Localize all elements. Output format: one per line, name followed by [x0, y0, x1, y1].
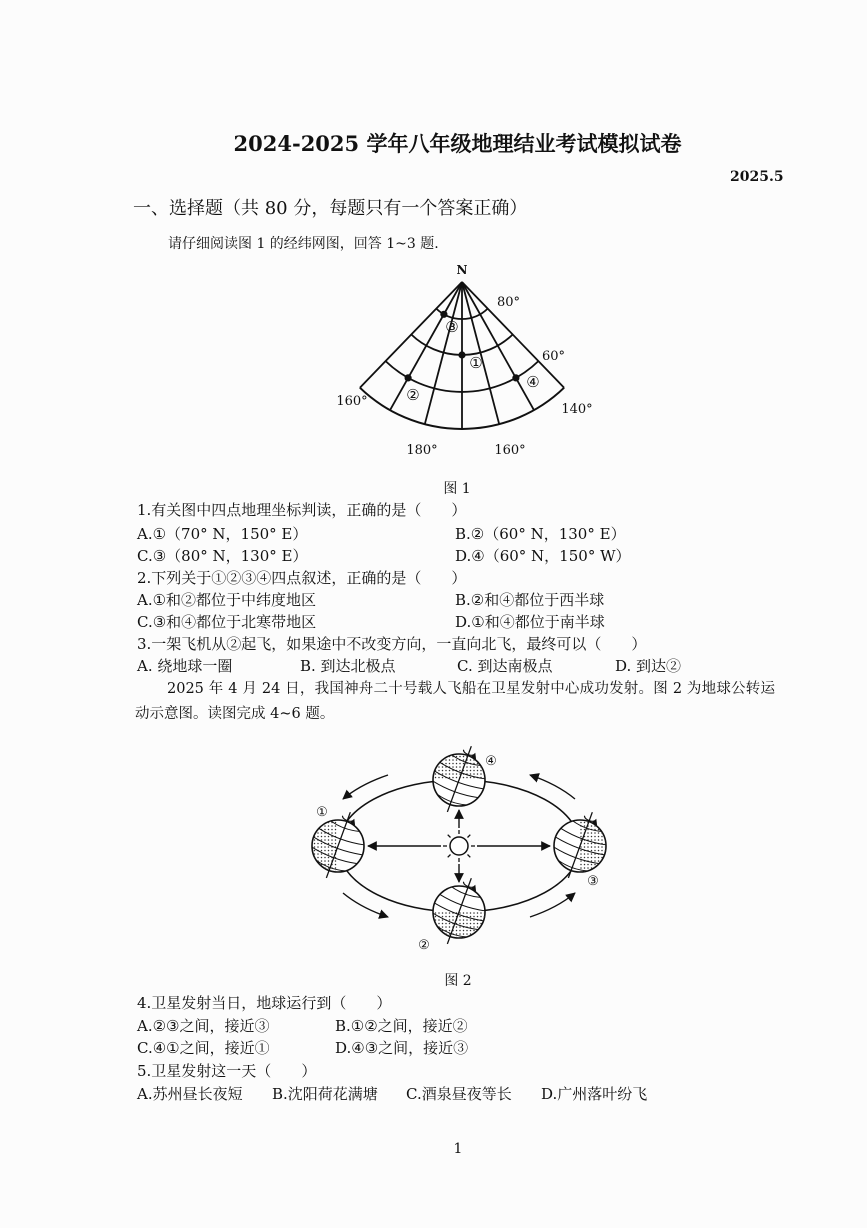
section-heading: 一、选择题（共 80 分，每题只有一个答案正确）: [133, 198, 528, 219]
question-3-option-a: A. 绕地球一圈: [137, 657, 233, 675]
point-1-dot: [458, 351, 465, 358]
lon-label-right: 140°: [561, 402, 593, 417]
question-4-stem: 4.卫星发射当日，地球运行到（ ）: [137, 994, 392, 1012]
point-2-label: ②: [406, 386, 420, 404]
lat-label-80: 80°: [497, 295, 521, 310]
question-4-option-c: C.④①之间，接近①: [137, 1039, 270, 1057]
question-1-option-a: A.①（70° N，150° E）: [137, 525, 308, 543]
question-2-option-d: D.①和④都位于南半球: [455, 613, 605, 631]
question-2-option-b: B.②和④都位于西半球: [455, 591, 605, 609]
point-4-label: ④: [526, 373, 540, 391]
question-5-stem: 5.卫星发射这一天（ ）: [137, 1062, 317, 1080]
figure1-graticule: [320, 258, 620, 463]
orbit-point-3-label: ③: [587, 874, 599, 889]
question-3-stem: 3.一架飞机从②起飞，如果途中不改变方向，一直向北飞，最终可以（ ）: [137, 635, 647, 653]
question-1-option-c: C.③（80° N，130° E）: [137, 547, 308, 565]
question-3-option-d: D. 到达②: [615, 657, 682, 675]
question-5-option-b: B.沈阳荷花满塘: [272, 1085, 378, 1103]
question-3-option-c: C. 到达南极点: [457, 657, 553, 675]
point-3-label: ③: [445, 318, 459, 336]
question-2-stem: 2.下列关于①②③④四点叙述，正确的是（ ）: [137, 569, 467, 587]
question-1-option-d: D.④（60° N，150° W）: [455, 547, 631, 565]
lon-label-bottom-left: 180°: [406, 443, 438, 458]
question-3-option-b: B. 到达北极点: [300, 657, 396, 675]
question-5-option-a: A.苏州昼长夜短: [137, 1085, 243, 1103]
question-4-option-a: A.②③之间，接近③: [137, 1017, 270, 1035]
question-5-option-d: D.广州落叶纷飞: [541, 1085, 648, 1103]
page-number: 1: [453, 1141, 463, 1157]
orbit-point-2-label: ②: [418, 938, 430, 953]
question-4-option-b: B.①②之间，接近②: [335, 1017, 468, 1035]
point-1-label: ①: [469, 354, 483, 372]
point-2-dot: [405, 374, 412, 381]
lon-label-left: 160°: [336, 394, 368, 409]
orbit-point-4-label: ④: [485, 754, 497, 769]
exam-title: 2024-2025 学年八年级地理结业考试模拟试卷: [233, 131, 682, 156]
lat-label-60: 60°: [542, 349, 566, 364]
figure1-caption: 图 1: [443, 481, 471, 497]
lon-label-bottom-right: 160°: [494, 443, 526, 458]
section-instruction: 请仔细阅读图 1 的经纬网图，回答 1~3 题.: [168, 236, 439, 252]
earth-globe-3: [544, 803, 617, 887]
question-4-option-d: D.④③之间，接近③: [335, 1039, 469, 1057]
point-3-dot: [440, 311, 447, 318]
question-5-option-c: C.酒泉昼夜等长: [406, 1085, 512, 1103]
question-2-option-c: C.③和④都位于北寒带地区: [137, 613, 317, 631]
point-4-dot: [512, 374, 519, 381]
north-label: N: [456, 263, 468, 277]
question-1-stem: 1.有关图中四点地理坐标判读，正确的是（ ）: [137, 501, 467, 519]
exam-date: 2025.5: [730, 169, 784, 185]
orbit-point-1-label: ①: [316, 805, 328, 820]
earth-globe-1: [302, 803, 375, 887]
question-1-option-b: B.②（60° N，130° E）: [455, 525, 626, 543]
figure2-caption: 图 2: [444, 973, 472, 989]
question-2-option-a: A.①和②都位于中纬度地区: [137, 591, 317, 609]
reading-passage: 2025 年 4 月 24 日，我国神舟二十号载人飞船在卫星发射中心成功发射。图 2 为地球公转运动示意图。读图完成 4~6 题。: [135, 681, 775, 722]
figure2-earth-orbit: [300, 742, 620, 957]
sun-icon: [443, 830, 475, 862]
